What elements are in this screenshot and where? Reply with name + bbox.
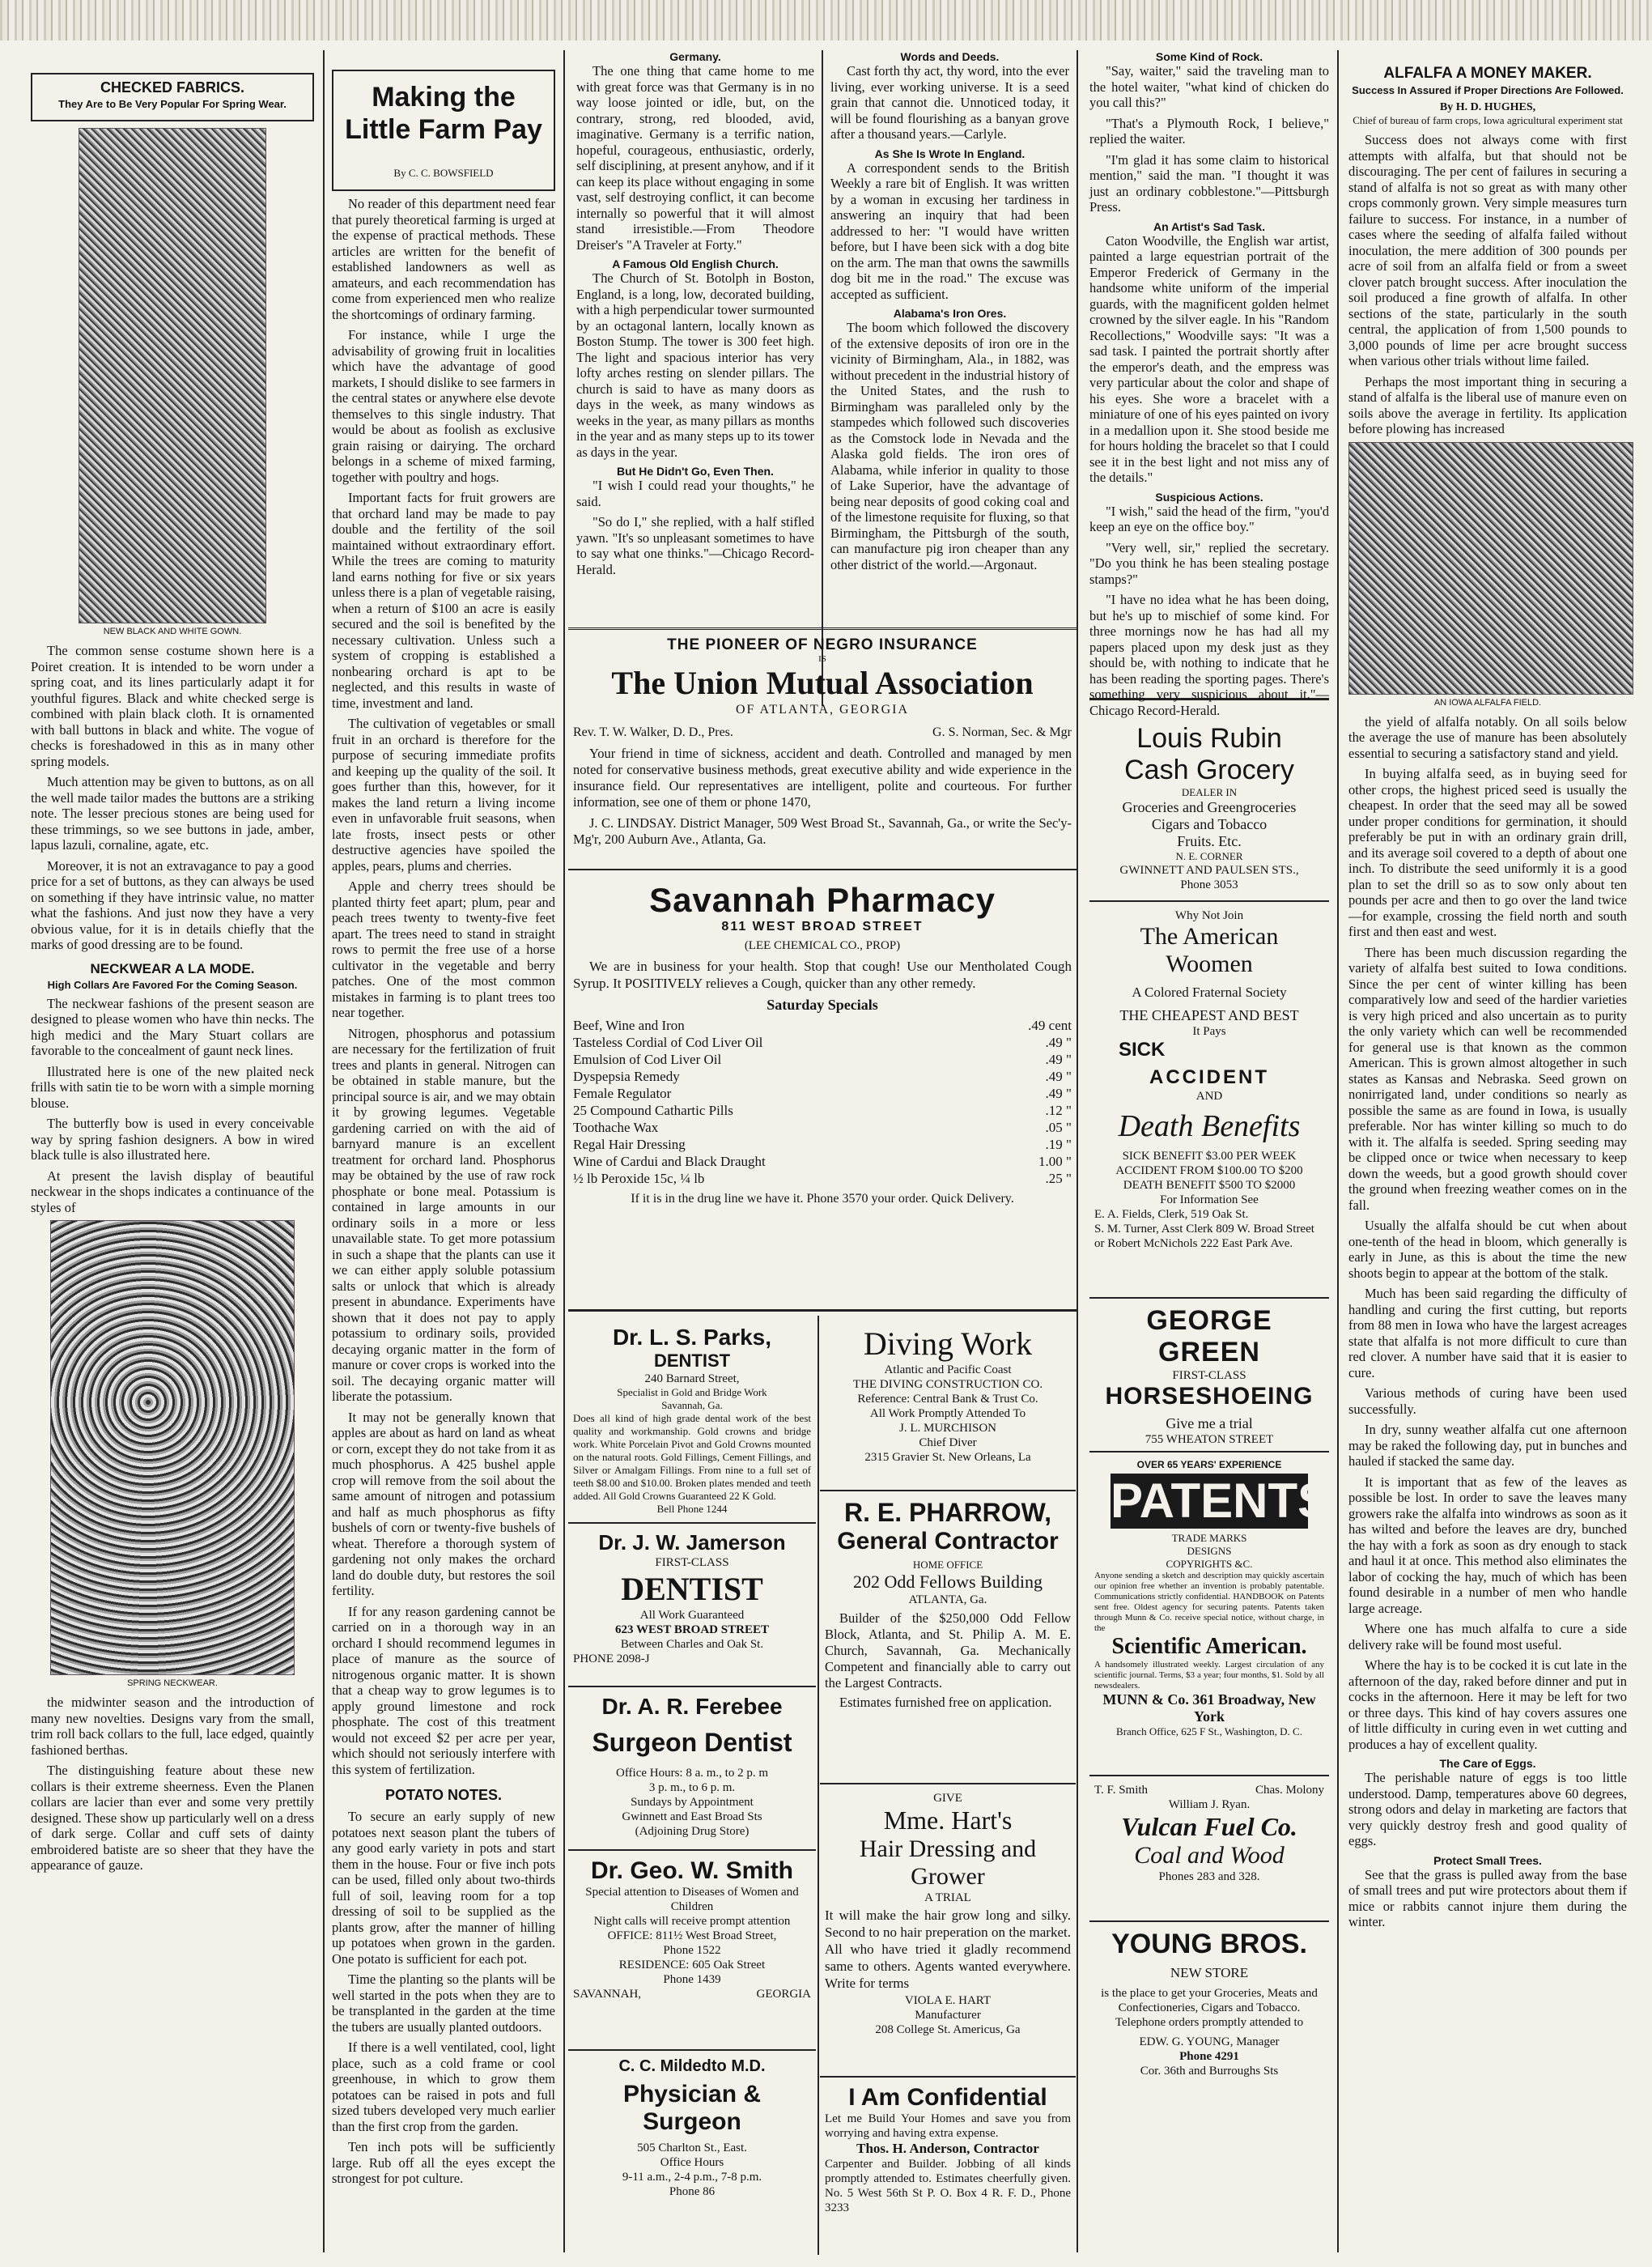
column-rule: [1337, 50, 1339, 2252]
young-name: YOUNG BROS.: [1111, 1929, 1307, 1959]
woomen-desc: A Colored Fraternal Society: [1132, 985, 1287, 1000]
woomen-why: Why Not Join: [1174, 909, 1244, 922]
special-item-name: 25 Compound Cathartic Pills: [573, 1103, 733, 1118]
special-item-price: .05 ": [1045, 1120, 1072, 1135]
article-paragraph: If for any reason gardening cannot be carried on in a thorough way in an orchard I should recommend legumes in place of manure as the source of nitrogenous organic matter. It is shown that a cheap way to grow legumes is to apply ground limestone and rock phosphate. The cost of this treatment would not exceed $2 per acre per year, which should not seriously interfere with this system of fertilization.: [332, 1603, 555, 1777]
alfalfa-field-photo: [1348, 442, 1633, 695]
young-bros-ad: [1089, 1920, 1329, 2123]
article-paragraph: If there is a well ventilated, cool, light place, such as a cold frame or cool greenhouse, in which to grow them potatoes can be raised in pots and full sized tubers developed very much earlier than the first crop from the garden.: [332, 2039, 555, 2134]
article-paragraph: Cast forth thy act, thy word, into the ever living, ever working universe. It is a seed grain that cannot die. Unnoticed today, it will be found flourishing as a banyan grove after a thousand years.—Carlyle.: [830, 63, 1069, 142]
special-item: [573, 1170, 1072, 1187]
green-horseshoeing-ad: [1089, 1297, 1329, 1451]
germany-heading: Germany.: [669, 50, 721, 63]
rubin-title: Cash Grocery: [1124, 755, 1294, 785]
green-name: GEORGE GREEN: [1146, 1305, 1272, 1367]
hart-manufacturer: Manufacturer: [915, 2009, 981, 2022]
alfalfa-caption: AN IOWA ALFALFA FIELD.: [1433, 697, 1542, 708]
patents-designs: DESIGNS: [1187, 1545, 1232, 1557]
specials-list: [573, 1017, 1072, 1187]
article-paragraph: There has been much discussion regarding the variety of alfalfa best suited to Iowa conditions. Since the per cent of winter killing has been comparatively low and seed of the hardier varieties is very high priced and also uncertain as to purity the only variety which can well be recommended for general use is that known as the common American. This is grown almost altogether in such states as Kansas and Nebraska. Seed grown on nonirrigated land, under conditions so nearly as possible the same as are found in Iowa, is usually preferable. Nor has winter killing so much to do with it. The alfalfa is seeded. Spring seeding may be clipped once or twice when necessary to keep down the weeds, but a good growth should cover the ground when freezing weather comes on in the fall.: [1348, 944, 1627, 1213]
rubin-line1: Groceries and Greengroceries: [1122, 799, 1297, 815]
patents-scientific: Scientific American.: [1111, 1634, 1307, 1659]
woomen-best: THE CHEAPEST AND BEST: [1119, 1007, 1299, 1023]
parks-city: Savannah, Ga.: [661, 1399, 723, 1411]
article-paragraph: The common sense costume shown here is a Poiret creation. It is intended to be worn under a spring coat, and its lines particularly adapt it for youthful figures. Black and white checked serge is combined with plain black cloth. It is ornamented with ball buttons in black and white. The vogue of checks is foreshadowed in this as in many other spring models.: [31, 643, 314, 769]
pharmacy-name: Savannah Pharmacy: [649, 881, 996, 919]
article-paragraph: Ten inch pots will be sufficiently large. Rub off all the eyes except the strongest for pot culture.: [332, 2139, 555, 2186]
confidential-ad: [820, 2076, 1076, 2254]
masthead-band: [0, 0, 1652, 40]
jamerson-firstclass: FIRST-CLASS: [655, 1556, 729, 1569]
article-paragraph: Apple and cherry trees should be planted thirty feet apart; plum, pear and peach trees twenty to twenty-five feet apart. The trees need to stand in straight rows to permit the free use of a horse cultivator in the vegetable and berry patches. One of the most common mistakes in farming is to plant trees too near together.: [332, 878, 555, 1020]
column-alfalfa: [1342, 50, 1633, 2256]
trees-heading: Protect Small Trees.: [1433, 1853, 1542, 1867]
union-contact: J. C. LINDSAY. District Manager, 509 West Broad St., Savannah, Ga., or write the Sec'y-Mg'r, 200 Auburn Ave., Atlanta, Ga.: [573, 815, 1072, 847]
ferebee-address: Gwinnett and East Broad Sts: [622, 1810, 762, 1823]
special-item-price: .49 ": [1045, 1052, 1072, 1067]
parks-phone: Bell Phone 1244: [656, 1503, 728, 1515]
woomen-benefit3: DEATH BENEFIT $500 TO $2000: [1123, 1179, 1296, 1192]
rubin-phone: Phone 3053: [1180, 878, 1238, 891]
artist-heading: An Artist's Sad Task.: [1153, 219, 1265, 233]
mildedto-phone: Phone 86: [669, 2185, 716, 2198]
pharrow-title: General Contractor: [837, 1528, 1059, 1555]
jamerson-guarantee: All Work Guaranteed: [639, 1609, 745, 1622]
confidential-name: Thos. H. Anderson, Contractor: [856, 2141, 1039, 2156]
article-paragraph: the yield of alfalfa notably. On all soils below the average the use of manure has been absolutely essential to securing a satisfactory stand and yield.: [1348, 713, 1627, 761]
rubin-grocery-ad: [1089, 698, 1329, 900]
hart-address: 208 College St. Americus, Ga: [875, 2023, 1021, 2036]
hart-give: GIVE: [933, 1792, 962, 1805]
patents-over: OVER 65 YEARS' EXPERIENCE: [1136, 1459, 1282, 1470]
special-item: [573, 1085, 1072, 1102]
woomen-society-ad: [1089, 900, 1329, 1297]
vulcan-name3: William J. Ryan.: [1168, 1798, 1251, 1811]
diving-coast: Atlantic and Pacific Coast: [884, 1363, 1012, 1376]
woomen-pays: It Pays: [1192, 1025, 1226, 1038]
article-paragraph: The perishable nature of eggs is too little understood. Damp, temperatures above 60 degrees, strong odors and delay in marketing are factors that very quickly destroy fresh and good quality of eggs.: [1348, 1770, 1627, 1848]
column-rule: [323, 50, 325, 2252]
green-trial: Give me a trial: [1166, 1415, 1253, 1431]
smith-doctor-ad: [568, 1849, 816, 2048]
special-item: [573, 1017, 1072, 1034]
article-paragraph: The boom which followed the discovery of the extensive deposits of iron ore in the vicinity of Birmingham, Ala., in 1882, was without precedent in the industrial history of the United States, and the rush to Birmingham was paralleled only by the stampedes which followed such discoveries as the Comstock lode in Nevada and the Alaska gold fields. The iron ores of Alabama, while inferior in quality to those of Lake Superior, have the advantage of being near deposits of good coking coal and of the limestone requisite for fluxing, so that Birmingham, the Pittsburgh of the south, can manufacture pig iron cheaper than any other district of the world.—Argonaut.: [830, 320, 1069, 572]
article-paragraph: The distinguishing feature about these new collars is their extreme sheerness. Even the Planen collars are lacier than ever and some very prettily designed. These show up particularly well on a dress of dark serge. Collar and cuff sets of dainty embroidered batiste are so sheer that they have the appearance of gauze.: [31, 1763, 314, 1873]
ferebee-hours: Office Hours: 8 a. m., to 2 p. m: [615, 1767, 769, 1780]
article-paragraph: A correspondent sends to the British Weekly a rare bit of English. It was written by a woman in excusing her tardiness in answering an inquiry that had been addressed to her: "I would have written before, but I have been sick with a dog bite on the arm. The man that owns the sawmills dog bit me in the road." The excuse was accepted as sufficient.: [830, 159, 1069, 302]
article-paragraph: The butterfly bow is used in every conceivable way by spring fashion designers. A bow in wired black tulle is also illustrated here.: [31, 1116, 314, 1163]
checked-fabrics-sub: They Are to Be Very Popular For Spring Wear.: [58, 98, 287, 110]
confidential-title: I Am Confidential: [848, 2084, 1047, 2111]
rubin-line3: Fruits. Etc.: [1177, 833, 1242, 849]
article-paragraph: "I wish," said the head of the firm, "you'd keep an eye on the office boy.": [1089, 503, 1329, 534]
special-item-name: ½ lb Peroxide 15c, ¼ lb: [573, 1171, 705, 1186]
union-manager: G. S. Norman, Sec. & Mgr: [932, 725, 1072, 739]
column-misc-c: [1083, 50, 1336, 2256]
vulcan-fuel-ad: [1089, 1775, 1329, 1920]
special-item-name: Female Regulator: [573, 1086, 672, 1101]
smith-phone1: Phone 1522: [663, 1944, 721, 1957]
union-mutual-ad: [568, 627, 1077, 870]
parks-specialty: Specialist in Gold and Bridge Work: [617, 1386, 767, 1398]
column-rule: [822, 50, 823, 706]
rubin-dealer: DEALER IN: [1181, 786, 1238, 798]
union-body: Your friend in time of sickness, accident and death. Controlled and managed by men noted for conservative business methods, great executive ability and wide experience in the insurance field. Our representatives are intelligent, polite and courteous. For further information, see one of them or phone 1470,: [573, 746, 1072, 810]
farm-title-box: [332, 70, 555, 191]
pharmacy-ad: [568, 874, 1077, 1312]
ferebee-hours2: 3 p. m., to 6 p. m.: [648, 1781, 736, 1794]
article-paragraph: "Say, waiter," said the traveling man to the hotel waiter, "what kind of chicken do you call this?": [1089, 63, 1329, 110]
eggs-heading: The Care of Eggs.: [1439, 1757, 1536, 1770]
hart-proprietor: VIOLA E. HART: [904, 1994, 992, 2007]
special-item-name: Emulsion of Cod Liver Oil: [573, 1052, 722, 1067]
smith-city: SAVANNAH,: [573, 1988, 642, 2001]
column-misc-b: [824, 50, 1076, 645]
special-item-name: Wine of Cardui and Black Draught: [573, 1154, 766, 1169]
column-rule: [1077, 50, 1078, 2252]
special-item-price: .49 ": [1045, 1069, 1072, 1084]
young-address: Cor. 36th and Burroughs Sts: [1140, 2065, 1279, 2078]
neckwear-subheading: High Collars Are Favored For the Coming Season.: [47, 978, 298, 991]
pharrow-city: ATLANTA, Ga.: [908, 1593, 987, 1606]
mildedto-times: 9-11 a.m., 2-4 p.m., 7-8 p.m.: [622, 2171, 762, 2184]
article-paragraph: The neckwear fashions of the present season are designed to please women who have thin necks. The high medici and the Mary Stuart collars are favorable to the concealment of gaunt neck lines.: [31, 995, 314, 1058]
patents-branch: Branch Office, 625 F St., Washington, D. C.: [1116, 1725, 1302, 1737]
union-location: OF ATLANTA, GEORGIA: [735, 703, 910, 717]
mildedto-doctor-ad: [568, 2049, 816, 2252]
jamerson-between: Between Charles and Oak St.: [620, 1638, 764, 1651]
ferebee-dentist-ad: [568, 1686, 816, 1848]
article-paragraph: Various methods of curing have been used successfully.: [1348, 1385, 1627, 1417]
didnt-go-heading: But He Didn't Go, Even Then.: [617, 465, 774, 478]
article-paragraph: Usually the alfalfa should be cut when about one-tenth of the head in bloom, which generally is early in June, as this is about the time the new shoots begin to appear at the bottom of the stalk.: [1348, 1218, 1627, 1281]
smith-name: Dr. Geo. W. Smith: [590, 1857, 794, 1884]
rubin-address: GWINNETT AND PAULSEN STS.,: [1119, 864, 1299, 877]
patents-body: Anyone sending a sketch and description may quickly ascertain our opinion free whether an invention is probably patentable. Communications strictly confidential. HANDBOOK on Patents sent free. Oldest agency for securing patents. Patents taken through Munn & Co. receive special notice, without charge, in the: [1094, 1571, 1324, 1633]
jamerson-dentist-ad: [568, 1522, 816, 1684]
special-item: [573, 1051, 1072, 1068]
pharrow-estimates: Estimates furnished free on application.: [839, 1695, 1052, 1710]
article-paragraph: "I'm glad it has some claim to historical mention," said the man. "I thought it was just an ordinary cobblestone."—Pittsburgh Press.: [1089, 151, 1329, 215]
article-paragraph: At present the lavish display of beautiful neckwear in the shops indicates a continuance of the styles of: [31, 1168, 314, 1215]
pharrow-home-office: HOME OFFICE: [912, 1559, 983, 1571]
article-paragraph: Caton Woodville, the English war artist, painted a large equestrian portrait of the Emperor Frederick of Germany in the handsome white uniform of the imperial guards, with the magnificent golden helmet crowned by the silver eagle. In his "Random Recollections," Woodville says: "It was a sad task. I painted the portrait shortly after the emperor's death, and the empress was very particular about the color and shape of his eyes. She wore a bracelet with a miniature of one of his eyes painted on ivory in a medallion upon it. She stood beside me for hours holding the bracelet so that I could see it in the best light and not miss any of the details.": [1089, 232, 1330, 485]
hart-ad: [820, 1783, 1076, 2074]
article-paragraph: "So do I," she replied, with a half stifled yawn. "It's so unpleasant sometimes to have to say what one thinks."—Chicago Record-Herald.: [576, 514, 814, 577]
woomen-benefit1: SICK BENEFIT $3.00 PER WEEK: [1122, 1150, 1297, 1163]
diving-address: 2315 Gravier St. New Orleans, La: [864, 1451, 1031, 1464]
pharrow-ad: [820, 1490, 1076, 1781]
special-item-name: Beef, Wine and Iron: [573, 1018, 685, 1033]
alfalfa-subtitle: Success In Assured if Proper Directions Are Followed.: [1352, 84, 1624, 96]
confidential-body2: Carpenter and Builder. Jobbing of all kinds promptly attended to. Estimates cheerfully given. No. 5 West 56th St P. O. Box 4 R. F. D., Phone 3233: [825, 2158, 1071, 2214]
article-paragraph: Much has been said regarding the difficulty of handling and curing the first cutting, but reports from 88 men in Iowa who have the largest acreages state that alfalfa is not more difficult to cure than red clover. A number have said that it is easier to cure.: [1348, 1286, 1627, 1380]
article-paragraph: See that the grass is pulled away from the base of small trees and put wire protectors about them if mice or rabbits cannot injure them during the winter.: [1348, 1866, 1627, 1929]
special-item: [573, 1034, 1072, 1051]
woomen-sick: SICK: [1119, 1039, 1166, 1061]
article-paragraph: Moreover, it is not an extravagance to pay a good price for a set of buttons, as they can always be used on something if they have intrinsic value, no matter what the fashions. And just now they have a very obvious value, for it is in details chiefly that the marks of good dressing are to be found.: [31, 857, 314, 952]
vulcan-name1: T. F. Smith: [1094, 1784, 1149, 1797]
vulcan-title: Coal and Wood: [1134, 1842, 1285, 1869]
pharmacy-footer: If it is in the drug line we have it. Phone 3570 your order. Quick Delivery.: [631, 1192, 1014, 1206]
pharrow-body: Builder of the $250,000 Odd Fellow Block, Atlanta, and St. Philip A. M. E. Church, Savannah, Ga. Mechanically Competent and financially able to carry out the Largest Contracts.: [825, 1610, 1071, 1691]
special-item: [573, 1136, 1072, 1153]
diving-attended: All Work Promptly Attended To: [869, 1407, 1026, 1420]
smith-night: Night calls will receive prompt attention: [593, 1915, 791, 1928]
diving-diver-title: Chief Diver: [919, 1436, 977, 1449]
article-paragraph: For instance, while I urge the advisability of growing fruit in localities which have the advantage of good markets, I should dislike to see farmers in the central states or anywhere else devote themselves to this single industry. That would be about as foolish as exclusive grain raising or dairying. The orchard belongs in a scheme of mixed farming, together with poultry and hogs.: [332, 327, 555, 485]
article-paragraph: Time the planting so the plants will be well started in the pots when they are to be transplanted in the garden at the time the tubers are usually planted outdoors.: [332, 1971, 555, 2035]
diving-ad: [820, 1318, 1076, 1488]
neckwear-caption: SPRING NECKWEAR.: [127, 1678, 218, 1688]
article-paragraph: It is important that as few of the leaves as possible be lost. In order to save the leaves many growers rake the alfalfa into windrows as soon as it has wilted and before the leaves are dry, bunched the hay with a fork as soon as dry enough to stack and haul it at once. This method also eliminates the labor of cocking the hay, much of which has been found desirable in a number of men who handle large acreage.: [1348, 1474, 1627, 1616]
special-item-price: .49 ": [1045, 1086, 1072, 1101]
ferebee-name: Dr. A. R. Ferebee: [601, 1694, 783, 1719]
special-item-name: Dyspepsia Remedy: [573, 1069, 680, 1084]
vulcan-name: Vulcan Fuel Co.: [1121, 1812, 1297, 1841]
article-paragraph: The cultivation of vegetables or small fruit in an orchard is therefore for the purpose of securing immediate profits and keeping up the quality of the soil. It goes further than this, however, for it makes the land return a living income even in unfavorable fruit seasons, when late frosts, insect pests or other destructive agencies have spoiled the apples, pears, plums and cherries.: [332, 716, 555, 874]
hart-title: Hair Dressing and Grower: [859, 1835, 1037, 1890]
green-title: HORSESHOEING: [1105, 1383, 1314, 1410]
woomen-contact2: S. M. Turner, Asst Clerk 809 W. Broad Street or Robert McNichols 222 East Park Ave.: [1094, 1223, 1314, 1250]
vulcan-phones: Phones 283 and 328.: [1158, 1870, 1260, 1883]
patents-body2: A handsomely illustrated weekly. Largest circulation of any scientific journal. Terms, $3 a year; four months, $1. Sold by all newsdealers.: [1094, 1660, 1324, 1691]
special-item-name: Regal Hair Dressing: [573, 1137, 686, 1152]
gown-caption: NEW BLACK AND WHITE GOWN.: [103, 627, 242, 636]
smith-state: GEORGIA: [756, 1988, 811, 2001]
rock-heading: Some Kind of Rock.: [1155, 50, 1263, 63]
confidential-body: Let me Build Your Homes and save you from worrying and having extra expense.: [825, 2112, 1071, 2140]
iron-heading: Alabama's Iron Ores.: [893, 307, 1007, 320]
special-item-price: .49 cent: [1028, 1018, 1072, 1033]
diving-company: THE DIVING CONSTRUCTION CO.: [852, 1378, 1043, 1391]
pharrow-building: 202 Odd Fellows Building: [852, 1572, 1043, 1592]
special-item: [573, 1119, 1072, 1136]
article-paragraph: The Church of St. Botolph in Boston, England, is a long, low, decorated building, with a high perpendicular tower surmounted by an octagonal lantern, locally known as Boston Stump. The tower is 300 feet high. The light and spacious interior has very lofty arches resting on slender pillars. The church is said to have as many doors as days in the week, as many windows as weeks in the year, as many pillars as months in the year and as many steps up to its tower as days in the year.: [576, 270, 814, 460]
column-farm: [325, 50, 562, 2256]
article-paragraph: "I have no idea what he has been doing, but he's up to mischief of some kind. For three mornings now he has had all my papers placed upon my desk just as they should be, with nothing to indicate that he has been reading the sporting pages. There's something very suspicious about it."—Chicago Record-Herald.: [1089, 592, 1329, 718]
special-item-name: Toothache Wax: [573, 1120, 659, 1135]
young-manager: EDW. G. YOUNG, Manager: [1139, 2035, 1280, 2048]
green-firstclass: FIRST-CLASS: [1172, 1369, 1246, 1382]
alfalfa-byline2: Chief of bureau of farm crops, Iowa agricultural experiment stat: [1353, 114, 1623, 126]
column5-articles: [1089, 50, 1330, 718]
england-heading: As She Is Wrote In England.: [874, 147, 1026, 160]
article-paragraph: "That's a Plymouth Rock, I believe," replied the waiter.: [1089, 115, 1329, 147]
column-fashion: [24, 50, 321, 2256]
woomen-name: The American Woomen: [1140, 923, 1279, 977]
woomen-accident: ACCIDENT: [1149, 1066, 1269, 1088]
column-rule: [563, 50, 565, 2252]
young-phone: Phone 4291: [1179, 2050, 1239, 2063]
union-pretitle: THE PIONEER OF NEGRO INSURANCE: [667, 636, 978, 653]
pharrow-name: R. E. PHARROW,: [843, 1498, 1051, 1527]
patents-ad: [1089, 1451, 1329, 1775]
parks-name: Dr. L. S. Parks,: [612, 1325, 772, 1350]
article-paragraph: "Very well, sir," replied the secretary. "Do you think he has been stealing postage stamps?": [1089, 539, 1329, 587]
suspicious-heading: Suspicious Actions.: [1155, 490, 1263, 504]
union-is: IS: [818, 654, 826, 664]
hart-name: Mme. Hart's: [883, 1806, 1013, 1835]
parks-body: Does all kind of high grade dental work of the best quality and workmanship. Gold crowns and bridge work. White Porcelain Pivot and Gold Crowns mounted on the natural roots. Gold Fillings, Cement Fillings, and Silver or Amalgam Fillings. From nine to a full set of teeth $8.00 and $10.00. Broken plates mended and teeth added. All Gold Crowns Guaranteed 22 K Gold.: [573, 1412, 811, 1502]
smith-specialty: Special attention to Diseases of Women and Children: [585, 1886, 799, 1913]
article-paragraph: Where the hay is to be cocked it is cut late in the afternoon of the day, raked before dinner and put in cocks in the afternoon. Here it may be left for two or three days. This kind of hay covers assures one of little difficulty in curing even in wet cutting and produces a hay of excellent quality.: [1348, 1657, 1627, 1752]
special-item-name: Tasteless Cordial of Cod Liver Oil: [573, 1035, 763, 1050]
article-paragraph: Nitrogen, phosphorus and potassium are necessary for the fertilization of fruit trees and plants in general. Nitrogen can be obtained in stable manure, but the principal source is air, and we may obtain it by growing legumes. Vegetable gardening carried on with the aid of barnyard manure is an excellent treatment for orchard land. Phosphorus may be obtained by the use of raw rock phosphate or bone meal. Potassium is contained in large amounts in our ordinary soils in a more or less unavailable state. To get more potassium in such a shape that the plants can use it we can either apply soluble potassium salts or unlock that which is already present in abundance. Experiments have shown that it does not pay to apply potassium to ordinary soils, provided decaying organic matter in the form of manure or cover crops is worked into the soil. The decaying organic matter will liberate the potassium.: [332, 1025, 555, 1404]
special-item-price: .25 ": [1045, 1171, 1072, 1186]
pharmacy-proprietor: (LEE CHEMICAL CO., PROP): [744, 939, 901, 952]
article-paragraph: "I wish I could read your thoughts," he said.: [576, 478, 814, 509]
woomen-death: Death Benefits: [1118, 1109, 1301, 1143]
words-heading: Words and Deeds.: [900, 50, 1000, 63]
rubin-line2: Cigars and Tobacco: [1151, 816, 1268, 832]
rubin-name: Louis Rubin: [1136, 723, 1282, 754]
jamerson-phone: PHONE 2098-J: [573, 1652, 650, 1665]
rubin-corner: N. E. CORNER: [1175, 850, 1243, 862]
article-paragraph: Much attention may be given to buttons, as on all the well made tailor mades the buttons are a striking note. The lesser precious stones are being used for these trimmings, so we see buttons in jade, amber, lapus lazuli, cornaline, agate, etc.: [31, 774, 314, 853]
article-paragraph: Important facts for fruit growers are that orchard land may be made to pay double and the fertility of the soil maintained without extraordinary effort. While the trees are coming to maturity land earns nothing for five or six years unless there is a plan of vegetable raising, when a return of $100 an acre is easily secured and the soil is benefited by the necessary cultivation. Unless such a system of cropping is established a nonbearing orchard is apt to be neglected, and this results in waste of time, investment and land.: [332, 490, 555, 711]
farm-title: Making the Little Farm Pay: [345, 82, 542, 145]
article-paragraph: No reader of this department need fear that purely theoretical farming is urged at the expense of practical methods. These articles are written for the benefit of established landowners as well as amateurs, and each recommendation has come from experienced men who realize the shortcomings of ordinary farming.: [332, 196, 555, 322]
hart-body: It will make the hair grow long and silky. Second to no hair preperation on the market. All who have tried it gladly recommend same to others. Agents wanted everywhere. Write for terms: [825, 1908, 1071, 1991]
young-body: is the place to get your Groceries, Meats and Confectioneries, Cigars and Tobacco. Telephone orders promptly attended to: [1101, 1987, 1318, 2029]
column-rule: [818, 1316, 819, 2255]
ferebee-title: Surgeon Dentist: [592, 1728, 792, 1757]
parks-dentist-ad: [568, 1318, 816, 1521]
diving-diver: J. L. MURCHISON: [898, 1422, 996, 1435]
smith-residence: RESIDENCE: 605 Oak Street: [618, 1959, 766, 1971]
neckwear-illustration: [50, 1220, 295, 1675]
specials-title: Saturday Specials: [767, 997, 878, 1013]
article-paragraph: Success does not always come with first attempts with alfalfa, but that should not be discouraging. The per cent of failures in securing a stand of alfalfa is not so great as with many other crops commonly grown. Very simple measures turn failure to success. For instance, in a number of cases where the seeding of alfalfa failed without inoculation, the mere addition of 300 pounds per acre of soil from an alfalfa field or from a sweet clover patch brought success. After inoculation the soil produced a fine growth of alfalfa. In other sections of the state, particularly in the south central, the application of from 1,500 pounds to 3,000 pounds of lime per acre brought success when various other trials without lime failed.: [1348, 132, 1627, 368]
smith-office: OFFICE: 811½ West Broad Street,: [607, 1929, 777, 1942]
diving-reference: Reference: Central Bank & Trust Co.: [857, 1393, 1038, 1406]
article-paragraph: the midwinter season and the introduction of many new novelties. Designs vary from the small, trim roll back collars to the full, lace edged, quaintly fashioned berthas.: [31, 1695, 314, 1758]
patents-copyrights: COPYRIGHTS &C.: [1166, 1558, 1253, 1570]
union-name: The Union Mutual Association: [611, 665, 1034, 701]
special-item: [573, 1068, 1072, 1085]
woomen-contact1: E. A. Fields, Clerk, 519 Oak St.: [1094, 1208, 1249, 1221]
jamerson-name: Dr. J. W. Jamerson: [598, 1530, 786, 1555]
special-item-price: 1.00 ": [1038, 1154, 1072, 1169]
patents-munn: MUNN & Co. 361 Broadway, New York: [1102, 1691, 1316, 1725]
farm-byline: By C. C. BOWSFIELD: [393, 167, 494, 179]
church-heading: A Famous Old English Church.: [612, 257, 779, 270]
parks-title: DENTIST: [653, 1350, 731, 1371]
young-store: NEW STORE: [1170, 1965, 1249, 1980]
gown-illustration: [79, 128, 266, 623]
article-paragraph: To secure an early supply of new potatoes next season plant the tubers of any good early variety in pots and start them in the house. Four or five inch pots can be used, filled only about two-thirds full of soil, leaving room for a top dressing of soil to be supplied as the plants grow, after the manner of hilling up potatoes when grown in the garden. One potato is sufficient for each pot.: [332, 1809, 555, 1967]
jamerson-address: 623 WEST BROAD STREET: [615, 1623, 769, 1636]
ferebee-address2: (Adjoining Drug Store): [635, 1825, 750, 1838]
checked-fabrics-box: [31, 73, 314, 121]
mildedto-title: Physician & Surgeon: [622, 2081, 762, 2135]
article-paragraph: Illustrated here is one of the new plaited neck frills with satin tie to be worn with a simple morning blouse.: [31, 1063, 314, 1111]
column-misc-a: [570, 50, 821, 645]
article-paragraph: It may not be generally known that apples are about as hard on land as wheat or corn, except they do not take from it as much phosphorus. A 425 bushel apple crop will remove from the soil about the same amount of nitrogen and potassium and half as much phosphorus as fifty bushels of corn or twenty-five bushels of wheat. Therefore a thorough system of gardening not only makes the orchard land do double duty, but restores the soil fertility.: [332, 1409, 555, 1598]
article-paragraph: Perhaps the most important thing in securing a stand of alfalfa is the liberal use of manure even on soils above the average in fertility. Its application before plowing has increased: [1348, 373, 1627, 436]
article-paragraph: The one thing that came home to me with great force was that Germany is in no way loose jointed or idle, but, on the contrary, strong, red blooded, avid, imaginative. Germany is a terrific nation, hopeful, courageous, enthusiastic, orderly, self disciplining, at present anyhow, and if it can keep its place without engaging in some vast, self destroying conflict, it can become internally so powerful that it will almost stand irresistible.—From Theodore Dreiser's "A Traveler at Forty.": [576, 63, 814, 253]
mildedto-hours-label: Office Hours: [660, 2156, 724, 2169]
article-paragraph: In buying alfalfa seed, as in buying seed for other crops, the highest priced seed is usually the cheapest. In order that the seed may all be sowed under proper conditions for germination, it should preferably be put in with an ordinary grain drill, and its average soil covered to a depth of about one inch. To distribute the seed uniformly it is a good plan to set the drill so as to sow only about ten pounds per acre and then to go over the land twice—for example, crossing the field north and south first and then east and west.: [1348, 766, 1627, 939]
parks-address: 240 Barnard Street,: [644, 1372, 740, 1385]
smith-phone2: Phone 1439: [663, 1973, 721, 1986]
green-address: 755 WHEATON STREET: [1145, 1433, 1274, 1446]
patents-trademarks: TRADE MARKS: [1171, 1532, 1247, 1544]
hart-trial: A TRIAL: [924, 1891, 971, 1904]
patents-title: PATENTS: [1111, 1474, 1331, 1528]
alfalfa-title: ALFALFA A MONEY MAKER.: [1383, 65, 1592, 82]
mildedto-name: C. C. Mildedto M.D.: [618, 2057, 766, 2075]
special-item-price: .49 ": [1045, 1035, 1072, 1050]
pharmacy-body: We are in business for your health. Stop that cough! Use our Mentholated Cough Syrup. It POSITIVELY relieves a Cough, quicker than any other remedy.: [573, 959, 1072, 991]
mildedto-address: 505 Charlton St., East.: [637, 2142, 747, 2154]
special-item-price: .19 ": [1045, 1137, 1072, 1152]
union-president: Rev. T. W. Walker, D. D., Pres.: [573, 725, 733, 739]
article-paragraph: Where one has much alfalfa to cure a side delivery rake will be found most useful.: [1348, 1621, 1627, 1652]
special-item: [573, 1102, 1072, 1119]
woomen-benefit2: ACCIDENT FROM $100.00 TO $200: [1115, 1164, 1303, 1177]
special-item-price: .12 ": [1045, 1103, 1072, 1118]
diving-name: Diving Work: [863, 1325, 1033, 1362]
vulcan-name2: Chas. Molony: [1255, 1784, 1324, 1797]
ferebee-sundays: Sundays by Appointment: [631, 1796, 754, 1809]
neckwear-heading: NECKWEAR A LA MODE.: [90, 960, 255, 976]
jamerson-title: DENTIST: [621, 1571, 763, 1607]
special-item: [573, 1153, 1072, 1170]
pharmacy-address: 811 WEST BROAD STREET: [721, 920, 924, 934]
potato-heading: POTATO NOTES.: [384, 1787, 502, 1803]
article-paragraph: In dry, sunny weather alfalfa cut one afternoon may be raked the following day, put in bunches and hauled if stacked the same day.: [1348, 1422, 1627, 1469]
alfalfa-byline: By H. D. HUGHES,: [1439, 101, 1536, 113]
checked-fabrics-title: CHECKED FABRICS.: [100, 79, 244, 96]
woomen-info: For Information See: [1160, 1193, 1259, 1206]
woomen-and: AND: [1195, 1090, 1223, 1103]
